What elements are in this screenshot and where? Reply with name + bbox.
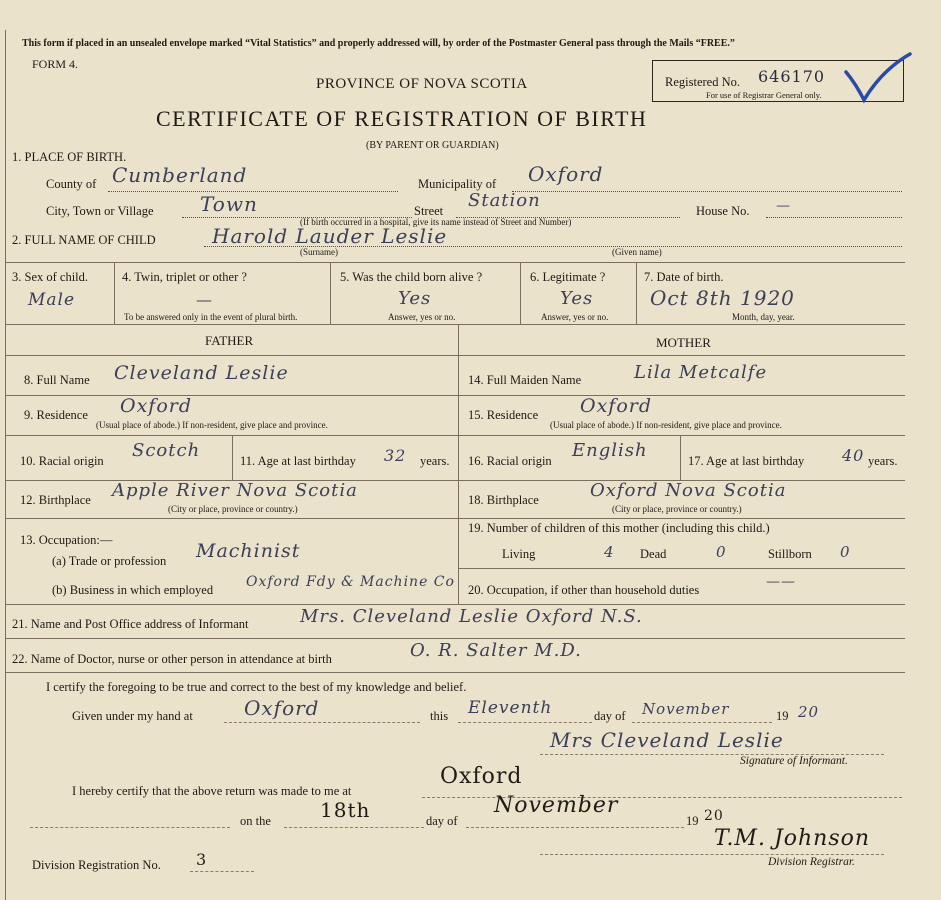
father-birthplace-note: (City or place, province or country.) [168, 504, 298, 514]
mother-years-label: years. [868, 454, 898, 468]
father-racial-value: Scotch [132, 440, 201, 461]
mother-birthplace-note: (City or place, province or country.) [612, 504, 742, 514]
cert-month-value: November [642, 700, 730, 718]
checkmark-icon [842, 50, 914, 104]
mother-name-value: Lila Metcalfe [634, 362, 768, 383]
on-the-label: on the [240, 814, 271, 828]
hospital-note: (If birth occurred in a hospital, give its name instead of Street and Number) [300, 217, 572, 227]
informant-signature-label: Signature of Informant. [740, 755, 848, 767]
doctor-value: O. R. Salter M.D. [410, 640, 582, 661]
this-label: this [430, 709, 449, 723]
birth-date-note: Month, day, year. [732, 312, 795, 322]
given-under-label: Given under my hand at [72, 709, 193, 723]
county-label: County of [46, 177, 97, 191]
street-label: Street [414, 204, 444, 218]
mother-occupation-label: 20. Occupation, if other than household duties [468, 583, 700, 597]
county-value: Cumberland [112, 163, 248, 187]
mother-racial-value: English [572, 440, 648, 461]
city-value: Town [200, 192, 258, 216]
house-value: — [776, 198, 791, 214]
father-heading: FATHER [205, 333, 254, 348]
child-name-value: Harold Lauder Leslie [212, 224, 448, 248]
mother-residence-value: Oxford [580, 395, 653, 417]
child-name-label: 2. FULL NAME OF CHILD [12, 233, 156, 247]
sex-label: 3. Sex of child. [12, 270, 89, 284]
left-border [5, 30, 6, 900]
registrar-year-value: 20 [704, 808, 724, 824]
alive-value: Yes [398, 288, 432, 309]
father-business-label: (b) Business in which employed [52, 583, 214, 597]
cert-year-value: 20 [798, 703, 820, 721]
doctor-label: 22. Name of Doctor, nurse or other person in attendance at birth [12, 652, 332, 666]
father-years-label: years. [420, 454, 450, 468]
legitimate-note: Answer, yes or no. [541, 312, 609, 322]
birth-date-value: Oct 8th 1920 [650, 286, 795, 310]
father-business-value: Oxford Fdy & Machine Co [246, 574, 455, 590]
informant-signature: Mrs Cleveland Leslie [550, 728, 784, 752]
father-trade-label: (a) Trade or profession [52, 554, 167, 568]
mother-birthplace-value: Oxford Nova Scotia [590, 480, 787, 501]
city-label: City, Town or Village [46, 204, 154, 218]
mail-notice: This form if placed in an unsealed envelope marked “Vital Statistics” and properly addressed will, by order of the Postmaster General pass through the Mails “FREE.” [22, 38, 735, 49]
mother-children-label: 19. Number of children of this mother (including this child.) [468, 521, 770, 535]
father-residence-value: Oxford [120, 395, 193, 417]
stillborn-label: Stillborn [768, 547, 812, 561]
this-day-value: Eleventh [468, 698, 553, 718]
father-occupation-label: 13. Occupation:— [20, 533, 113, 547]
municipality-value: Oxford [528, 162, 604, 186]
given-place-value: Oxford [244, 696, 320, 720]
registrar-signature: T.M. Johnson [714, 826, 871, 851]
registered-label: Registered No. [665, 75, 740, 89]
mother-residence-note: (Usual place of abode.) If non-resident, give place and province. [550, 420, 782, 430]
father-age-label: 11. Age at last birthday [240, 454, 356, 468]
living-value: 4 [604, 543, 615, 561]
street-value: Station [468, 190, 541, 211]
mother-racial-label: 16. Racial origin [468, 454, 552, 468]
mother-heading: MOTHER [656, 335, 711, 350]
place-of-birth-label: 1. PLACE OF BIRTH. [12, 150, 127, 164]
living-label: Living [502, 547, 536, 561]
informant-label: 21. Name and Post Office address of Informant [12, 617, 249, 631]
province-heading: PROVINCE OF NOVA SCOTIA [316, 76, 528, 92]
mother-birthplace-label: 18. Birthplace [468, 493, 539, 507]
mother-age-value: 40 [842, 446, 865, 465]
registrar-signature-label: Division Registrar. [768, 856, 855, 868]
legitimate-label: 6. Legitimate ? [530, 270, 606, 284]
father-residence-label: 9. Residence [24, 408, 88, 422]
sex-value: Male [28, 290, 76, 310]
municipality-label: Municipality of [418, 177, 497, 191]
mother-occupation-value: —— [766, 574, 796, 590]
father-name-value: Cleveland Leslie [114, 362, 289, 384]
registrar-day-value: 18th [320, 798, 371, 822]
given-name-note: (Given name) [612, 247, 662, 257]
certification-statement: I certify the foregoing to be true and correct to the best of my knowledge and belief. [46, 680, 467, 694]
stillborn-value: 0 [840, 543, 851, 561]
twin-label: 4. Twin, triplet or other ? [122, 270, 247, 284]
registrar-note: For use of Registrar General only. [706, 90, 822, 100]
registered-number: 646170 [758, 67, 826, 86]
page-title: CERTIFICATE OF REGISTRATION OF BIRTH [156, 106, 648, 131]
father-trade-value: Machinist [196, 540, 301, 562]
twin-value: — [196, 290, 213, 309]
alive-note: Answer, yes or no. [388, 312, 456, 322]
registrar-place-value: Oxford [440, 764, 523, 789]
father-residence-note: (Usual place of abode.) If non-resident, give place and province. [96, 420, 328, 430]
cert-year-prefix: 19 [776, 709, 789, 723]
mother-residence-label: 15. Residence [468, 408, 539, 422]
surname-note: (Surname) [300, 247, 338, 257]
page-subtitle: (BY PARENT OR GUARDIAN) [366, 140, 499, 151]
father-birthplace-label: 12. Birthplace [20, 493, 91, 507]
legitimate-value: Yes [560, 288, 594, 309]
father-racial-label: 10. Racial origin [20, 454, 104, 468]
alive-label: 5. Was the child born alive ? [340, 270, 483, 284]
dead-label: Dead [640, 547, 667, 561]
registrar-month-value: November [494, 793, 619, 818]
twin-note: To be answered only in the event of plural birth. [124, 312, 298, 322]
mother-name-label: 14. Full Maiden Name [468, 373, 582, 387]
dead-value: 0 [716, 543, 727, 561]
mother-age-label: 17. Age at last birthday [688, 454, 805, 468]
form-number: FORM 4. [32, 57, 79, 71]
informant-value: Mrs. Cleveland Leslie Oxford N.S. [300, 606, 643, 627]
division-registration-label: Division Registration No. [32, 858, 161, 872]
father-name-label: 8. Full Name [24, 373, 90, 387]
father-age-value: 32 [384, 446, 407, 465]
cert-day-of-label: day of [594, 709, 626, 723]
division-registration-value: 3 [196, 850, 208, 869]
house-label: House No. [696, 204, 750, 218]
registrar-day-of-label: day of [426, 814, 458, 828]
registrar-year-prefix: 19 [686, 814, 699, 828]
registrar-statement: I hereby certify that the above return was made to me at [72, 784, 352, 798]
father-birthplace-value: Apple River Nova Scotia [112, 480, 358, 501]
birth-date-label: 7. Date of birth. [644, 270, 724, 284]
